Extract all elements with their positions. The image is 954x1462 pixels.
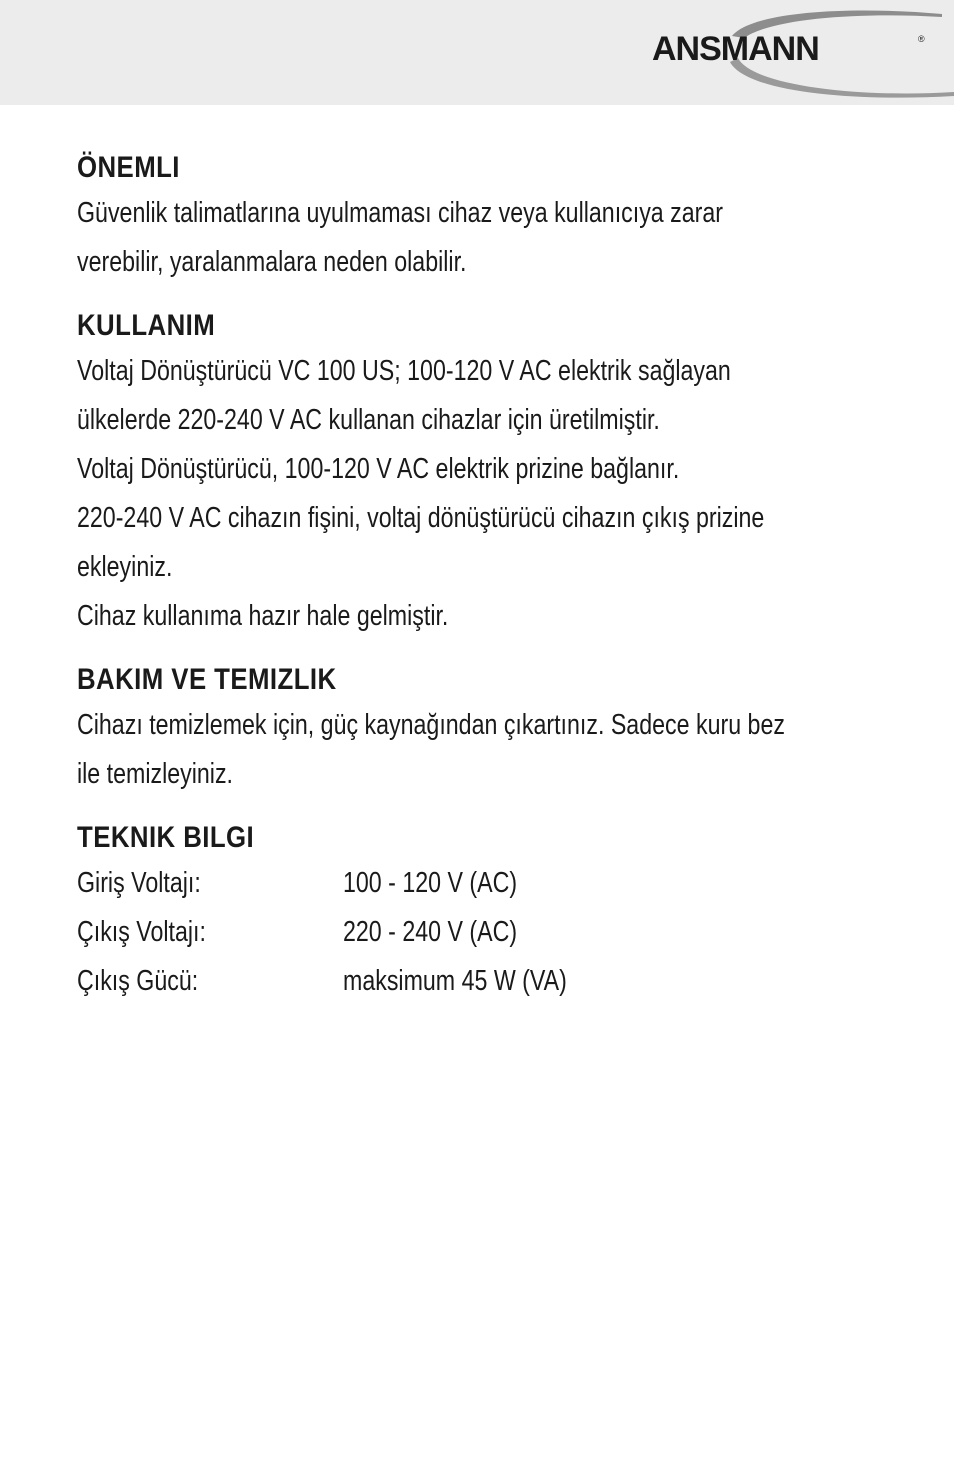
section-maintenance: [77, 659, 877, 799]
spec-label: Çıkış Voltajı:: [77, 916, 206, 948]
paragraph-line: ülkelerde 220-240 V AC kullanan cihazlar için üretilmiştir.: [77, 404, 660, 436]
paragraph-line: verebilir, yaralanmalara neden olabilir.: [77, 246, 467, 278]
spec-label: Giriş Voltajı:: [77, 867, 201, 899]
ansmann-logo: [612, 6, 954, 100]
paragraph-line: ile temizleyiniz.: [77, 758, 233, 790]
section-usage: [77, 305, 877, 641]
spec-row-input-voltage: [77, 859, 877, 908]
paragraph-line: Cihazı temizlemek için, güç kaynağından çıkartınız. Sadece kuru bez: [77, 709, 785, 741]
section-technical-info: [77, 817, 877, 1006]
spec-label: Çıkış Gücü:: [77, 965, 199, 997]
spec-row-output-power: [77, 957, 877, 1006]
svg-text:®: ®: [918, 34, 925, 44]
spec-value: 220 - 240 V (AC): [343, 916, 518, 948]
document-content: [77, 147, 877, 1024]
paragraph-line: Güvenlik talimatlarına uyulmaması cihaz veya kullanıcıya zarar: [77, 197, 723, 229]
svg-text:ANSMANN: ANSMANN: [652, 30, 819, 68]
paragraph-line: 220-240 V AC cihazın fişini, voltaj dönüştürücü cihazın çıkış prizine: [77, 502, 765, 534]
section-heading: ÖNEMLI: [77, 151, 180, 184]
spec-row-output-voltage: [77, 908, 877, 957]
paragraph-line: ekleyiniz.: [77, 551, 173, 583]
section-important: [77, 147, 877, 287]
section-heading: TEKNIK BILGI: [77, 821, 255, 854]
spec-value: maksimum 45 W (VA): [343, 965, 567, 997]
section-heading: BAKIM VE TEMIZLIK: [77, 663, 337, 696]
paragraph-line: Voltaj Dönüştürücü, 100-120 V AC elektrik prizine bağlanır.: [77, 453, 680, 485]
paragraph-line: Voltaj Dönüştürücü VC 100 US; 100-120 V AC elektrik sağlayan: [77, 355, 731, 387]
paragraph-line: Cihaz kullanıma hazır hale gelmiştir.: [77, 600, 449, 632]
section-heading: KULLANIM: [77, 309, 216, 342]
spec-value: 100 - 120 V (AC): [343, 867, 518, 899]
